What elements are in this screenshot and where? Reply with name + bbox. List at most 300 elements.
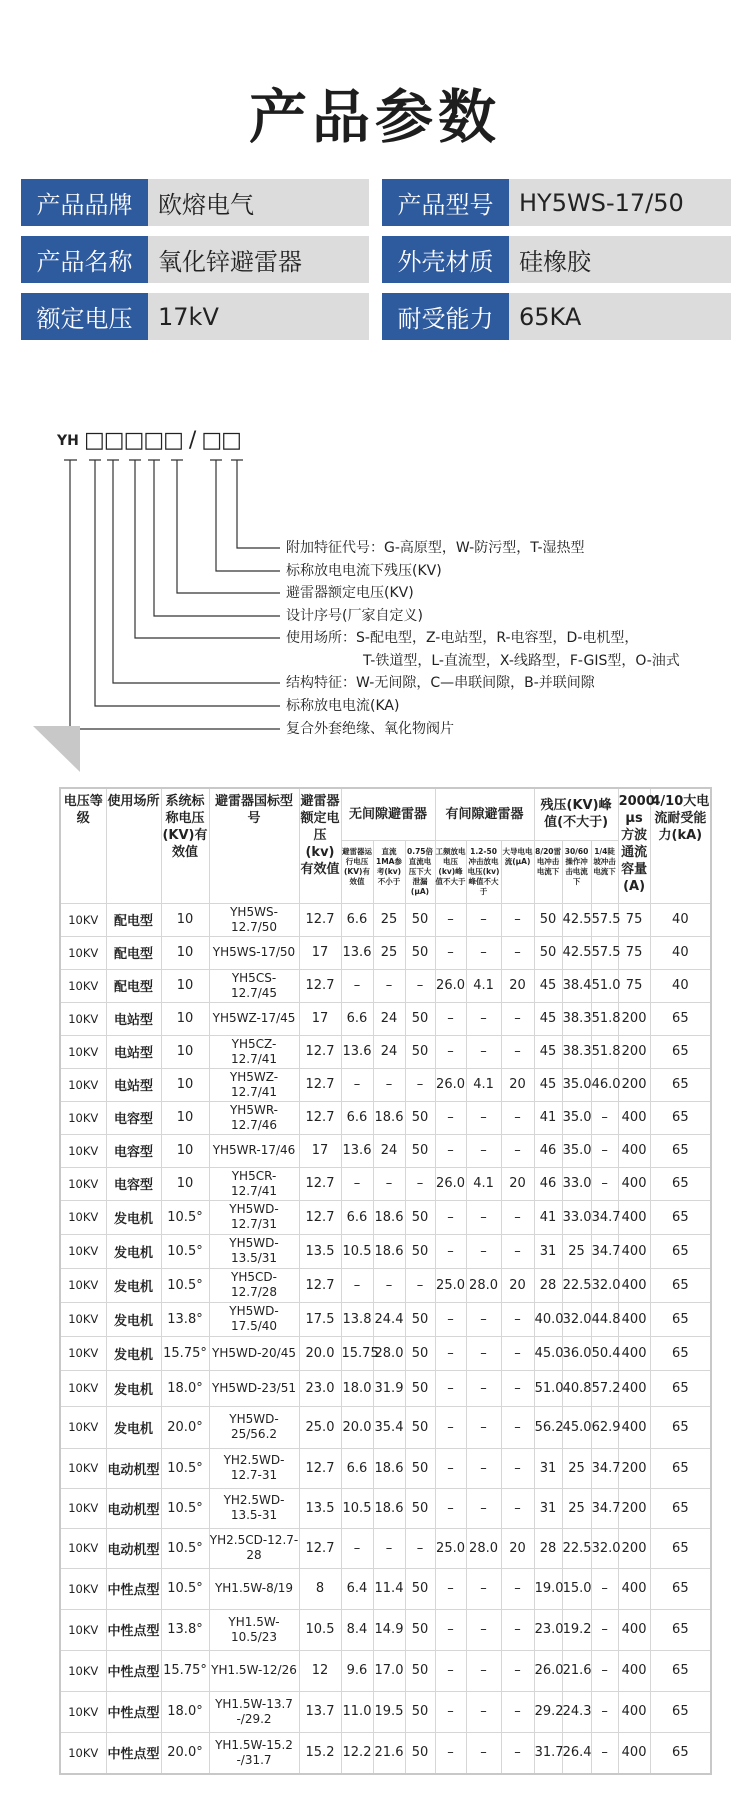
table-cell: YH5CR-12.7/41: [209, 1167, 299, 1200]
table-row: [60, 1732, 711, 1774]
table-cell: 6.4: [341, 1568, 373, 1609]
table-cell: 65: [650, 1134, 711, 1167]
table-cell: 12.7: [299, 1101, 341, 1134]
table-cell: 12.7: [299, 1528, 341, 1568]
table-cell: 10KV: [60, 1370, 106, 1406]
table-cell: 65: [650, 1002, 711, 1035]
table-cell: –: [373, 969, 405, 1002]
table-cell: –: [591, 1609, 618, 1650]
table-cell: 17.0: [373, 1650, 405, 1691]
table-cell: 34.7: [591, 1234, 618, 1268]
table-cell: 11.4: [373, 1568, 405, 1609]
table-cell: 65: [650, 1035, 711, 1068]
table-cell: 65: [650, 1691, 711, 1732]
table-cell: 400: [618, 1650, 650, 1691]
table-cell: 50: [405, 1302, 435, 1336]
table-cell: –: [435, 1134, 466, 1167]
table-cell: 50: [534, 903, 562, 936]
table-cell: –: [435, 1448, 466, 1488]
table-cell: –: [501, 1650, 534, 1691]
table-cell: 36.0: [562, 1336, 591, 1370]
table-cell: 10KV: [60, 1167, 106, 1200]
table-cell: YH5WS-17/50: [209, 936, 299, 969]
table-cell: 32.0: [591, 1528, 618, 1568]
table-cell: 45.0: [534, 1336, 562, 1370]
table-cell: 50: [405, 1134, 435, 1167]
table-cell: YH2.5WD-12.7-31: [209, 1448, 299, 1488]
table-cell: 20: [501, 969, 534, 1002]
table-cell: 28.0: [466, 1268, 501, 1302]
table-cell: –: [435, 936, 466, 969]
table-cell: –: [591, 1167, 618, 1200]
table-cell: –: [466, 1568, 501, 1609]
subheader: 1/4陡坡冲击电流下: [591, 840, 618, 903]
table-cell: 35.0: [562, 1134, 591, 1167]
table-cell: 75: [618, 969, 650, 1002]
table-row: [60, 1488, 711, 1528]
table-cell: –: [591, 1691, 618, 1732]
table-cell: 65: [650, 1302, 711, 1336]
table-cell: 65: [650, 1336, 711, 1370]
model-code-boxes: □□□□□ / □□: [84, 428, 241, 453]
corner-triangle: [33, 726, 80, 772]
table-row: [60, 1167, 711, 1200]
table-cell: 15.75°: [161, 1336, 209, 1370]
table-cell: 51.8: [591, 1002, 618, 1035]
table-row: [60, 1650, 711, 1691]
header-usage: 使用场所: [106, 788, 161, 903]
table-cell: 50: [405, 1200, 435, 1234]
subheader: 直流1MA参考(kv)不小于: [373, 840, 405, 903]
table-cell: –: [405, 1528, 435, 1568]
table-cell: 57.2: [591, 1370, 618, 1406]
table-cell: 40: [650, 936, 711, 969]
table-cell: YH5WD-20/45: [209, 1336, 299, 1370]
table-cell: YH5WZ-12.7/41: [209, 1068, 299, 1101]
table-cell: 8.4: [341, 1609, 373, 1650]
table-cell: 400: [618, 1406, 650, 1448]
table-cell: 9.6: [341, 1650, 373, 1691]
table-cell: –: [466, 1448, 501, 1488]
table-cell: 电站型: [106, 1002, 161, 1035]
table-cell: 65: [650, 1650, 711, 1691]
table-cell: 14.9: [373, 1609, 405, 1650]
table-cell: –: [466, 1406, 501, 1448]
table-cell: 31: [534, 1448, 562, 1488]
table-cell: 400: [618, 1302, 650, 1336]
table-cell: 12.2: [341, 1732, 373, 1774]
table-cell: –: [501, 1568, 534, 1609]
table-cell: 20: [501, 1268, 534, 1302]
table-cell: 45: [534, 1002, 562, 1035]
table-cell: 65: [650, 1268, 711, 1302]
table-cell: 10: [161, 1167, 209, 1200]
table-cell: 12.7: [299, 969, 341, 1002]
table-cell: 10KV: [60, 1336, 106, 1370]
table-cell: 发电机: [106, 1234, 161, 1268]
table-cell: YH1.5W-10.5/23: [209, 1609, 299, 1650]
table-cell: 20: [501, 1528, 534, 1568]
table-cell: 发电机: [106, 1406, 161, 1448]
table-cell: –: [435, 1302, 466, 1336]
table-cell: 50: [405, 1035, 435, 1068]
table-cell: –: [501, 1732, 534, 1774]
table-row: [60, 1568, 711, 1609]
table-row: [60, 1691, 711, 1732]
table-cell: –: [405, 1167, 435, 1200]
table-cell: –: [501, 1302, 534, 1336]
table-cell: 发电机: [106, 1336, 161, 1370]
info-value: 17kV: [148, 293, 369, 340]
table-cell: 电站型: [106, 1035, 161, 1068]
table-cell: 400: [618, 1101, 650, 1134]
table-cell: 19.5: [373, 1691, 405, 1732]
table-cell: 33.0: [562, 1167, 591, 1200]
table-cell: 18.0: [341, 1370, 373, 1406]
table-cell: –: [466, 1609, 501, 1650]
model-code-diagram: [0, 0, 750, 790]
subheader: 0.75倍直流电压下大泄漏(μA): [405, 840, 435, 903]
diagram-label: 附加特征代号：G-高原型，W-防污型，T-湿热型: [286, 540, 585, 556]
table-cell: –: [501, 1406, 534, 1448]
table-cell: 电容型: [106, 1134, 161, 1167]
table-cell: 400: [618, 1568, 650, 1609]
table-cell: 20: [501, 1167, 534, 1200]
table-cell: 31.7: [534, 1732, 562, 1774]
table-cell: –: [466, 1691, 501, 1732]
table-cell: 13.6: [341, 1134, 373, 1167]
table-cell: 13.6: [341, 936, 373, 969]
table-cell: 42.5: [562, 903, 591, 936]
table-cell: –: [435, 1336, 466, 1370]
table-cell: 中性点型: [106, 1732, 161, 1774]
table-cell: 12.7: [299, 1167, 341, 1200]
table-cell: 200: [618, 1448, 650, 1488]
table-cell: 18.6: [373, 1234, 405, 1268]
table-cell: 10KV: [60, 1691, 106, 1732]
table-cell: 10.5°: [161, 1488, 209, 1528]
table-body: [60, 903, 711, 1774]
table-cell: 34.7: [591, 1200, 618, 1234]
table-cell: –: [501, 1101, 534, 1134]
table-cell: –: [466, 1650, 501, 1691]
table-cell: 25: [373, 903, 405, 936]
table-cell: –: [405, 1068, 435, 1101]
table-cell: 13.8: [341, 1302, 373, 1336]
table-cell: 18.6: [373, 1488, 405, 1528]
table-cell: –: [341, 1268, 373, 1302]
table-cell: YH5WD-12.7/31: [209, 1200, 299, 1234]
model-prefix: YH: [57, 433, 79, 449]
table-cell: 26.0: [435, 1068, 466, 1101]
diagram-label: 复合外套绝缘、氧化物阀片: [286, 721, 454, 737]
table-cell: 22.5: [562, 1268, 591, 1302]
diagram-label: 使用场所：S-配电型，Z-电站型，R-电容型，D-电机型，: [286, 630, 639, 646]
table-cell: 19.2: [562, 1609, 591, 1650]
table-cell: –: [341, 1167, 373, 1200]
table-cell: 10: [161, 1101, 209, 1134]
table-cell: 6.6: [341, 1448, 373, 1488]
table-cell: 400: [618, 1732, 650, 1774]
leader-lines: [64, 460, 280, 729]
table-row: [60, 1370, 711, 1406]
table-cell: 13.8°: [161, 1609, 209, 1650]
table-cell: –: [466, 1370, 501, 1406]
table-cell: 400: [618, 1609, 650, 1650]
table-cell: –: [435, 1691, 466, 1732]
table-cell: 26.0: [435, 969, 466, 1002]
table-cell: 11.0: [341, 1691, 373, 1732]
table-cell: 75: [618, 903, 650, 936]
info-label: 产品型号: [382, 179, 509, 226]
table-cell: 10.5°: [161, 1234, 209, 1268]
table-cell: 26.0: [435, 1167, 466, 1200]
table-cell: 38.4: [562, 969, 591, 1002]
table-cell: 65: [650, 1200, 711, 1234]
table-cell: 400: [618, 1134, 650, 1167]
table-cell: 38.3: [562, 1002, 591, 1035]
header-gapless: 无间隙避雷器: [341, 788, 435, 840]
table-cell: 10: [161, 1002, 209, 1035]
table-row: [60, 1134, 711, 1167]
table-cell: 10.5: [341, 1488, 373, 1528]
table-cell: –: [501, 903, 534, 936]
table-row: [60, 1101, 711, 1134]
table-cell: 10KV: [60, 1200, 106, 1234]
table-cell: 50: [405, 1406, 435, 1448]
table-cell: 51.0: [591, 969, 618, 1002]
table-row: [60, 1234, 711, 1268]
table-cell: 配电型: [106, 903, 161, 936]
table-cell: –: [341, 1528, 373, 1568]
table-cell: 20.0°: [161, 1406, 209, 1448]
table-cell: –: [435, 1488, 466, 1528]
table-cell: –: [435, 1650, 466, 1691]
table-cell: 41: [534, 1200, 562, 1234]
table-cell: –: [466, 1200, 501, 1234]
table-cell: 34.7: [591, 1448, 618, 1488]
table-cell: 10.5°: [161, 1528, 209, 1568]
table-cell: 65: [650, 1568, 711, 1609]
diagram-label: 设计序号(厂家自定义): [286, 608, 423, 624]
table-cell: 10KV: [60, 1650, 106, 1691]
table-row: [60, 1302, 711, 1336]
table-cell: 10KV: [60, 1134, 106, 1167]
table-cell: 发电机: [106, 1302, 161, 1336]
subheader: 工频放电电压(kv)峰值不大于: [435, 840, 466, 903]
table-cell: YH1.5W-15.2 -/31.7: [209, 1732, 299, 1774]
table-cell: 50: [405, 903, 435, 936]
table-cell: 40.8: [562, 1370, 591, 1406]
parameter-table: [59, 787, 712, 1775]
table-cell: 200: [618, 1488, 650, 1528]
table-cell: 24: [373, 1002, 405, 1035]
table-cell: –: [435, 1234, 466, 1268]
subheader: 避雷器运行电压(KV)有效值: [341, 840, 373, 903]
table-cell: 400: [618, 1370, 650, 1406]
table-cell: 12.7: [299, 903, 341, 936]
table-cell: –: [466, 903, 501, 936]
table-cell: 电容型: [106, 1167, 161, 1200]
table-cell: –: [435, 1609, 466, 1650]
table-cell: 10KV: [60, 1302, 106, 1336]
table-cell: 17: [299, 936, 341, 969]
table-row: [60, 1068, 711, 1101]
table-cell: 65: [650, 1448, 711, 1488]
table-cell: 65: [650, 1609, 711, 1650]
table-cell: 34.7: [591, 1488, 618, 1528]
table-cell: –: [501, 1691, 534, 1732]
table-cell: 10: [161, 1035, 209, 1068]
table-cell: 15.75: [341, 1336, 373, 1370]
table-cell: 10.5: [299, 1609, 341, 1650]
table-cell: –: [501, 1200, 534, 1234]
table-cell: 400: [618, 1336, 650, 1370]
table-cell: 电动机型: [106, 1488, 161, 1528]
info-value: 硅橡胶: [509, 236, 731, 283]
table-cell: 29.2: [534, 1691, 562, 1732]
table-cell: 12.7: [299, 1268, 341, 1302]
table-cell: 31: [534, 1234, 562, 1268]
table-cell: 50: [405, 1448, 435, 1488]
table-cell: –: [466, 1134, 501, 1167]
table-cell: –: [466, 1336, 501, 1370]
table-cell: 15.0: [562, 1568, 591, 1609]
table-cell: 中性点型: [106, 1568, 161, 1609]
table-cell: YH5WD-23/51: [209, 1370, 299, 1406]
table-cell: 45.0: [562, 1406, 591, 1448]
header-gapped: 有间隙避雷器: [435, 788, 534, 840]
subheader: 1.2-50冲击放电电压(kv)峰值不大于: [466, 840, 501, 903]
table-cell: 46.0: [591, 1068, 618, 1101]
table-cell: 40: [650, 903, 711, 936]
diagram-label: 避雷器额定电压(KV): [286, 585, 414, 601]
table-cell: 6.6: [341, 1002, 373, 1035]
diagram-label: 标称放电电流(KA): [286, 698, 400, 714]
table-cell: 57.5: [591, 936, 618, 969]
table-cell: 10KV: [60, 1732, 106, 1774]
table-cell: 4.1: [466, 969, 501, 1002]
table-cell: YH5WR-17/46: [209, 1134, 299, 1167]
table-cell: 13.7: [299, 1691, 341, 1732]
table-row: [60, 1200, 711, 1234]
table-cell: –: [435, 1406, 466, 1448]
table-cell: 24: [373, 1035, 405, 1068]
table-cell: –: [591, 1134, 618, 1167]
table-cell: 44.8: [591, 1302, 618, 1336]
table-cell: 12: [299, 1650, 341, 1691]
table-cell: –: [373, 1167, 405, 1200]
table-cell: 10KV: [60, 1002, 106, 1035]
header-residual: 残压(KV)峰值(不大于): [534, 788, 618, 840]
table-cell: 65: [650, 1068, 711, 1101]
table-cell: 10KV: [60, 936, 106, 969]
table-row: [60, 1609, 711, 1650]
table-cell: 200: [618, 1068, 650, 1101]
table-cell: 28.0: [466, 1528, 501, 1568]
table-cell: 50: [405, 936, 435, 969]
table-cell: 10KV: [60, 1035, 106, 1068]
table-cell: 28: [534, 1528, 562, 1568]
table-cell: –: [466, 1234, 501, 1268]
table-cell: 35.4: [373, 1406, 405, 1448]
table-cell: 10: [161, 936, 209, 969]
table-cell: 18.6: [373, 1200, 405, 1234]
table-cell: –: [591, 1101, 618, 1134]
table-cell: 21.6: [373, 1732, 405, 1774]
table-cell: 33.0: [562, 1200, 591, 1234]
table-cell: 25: [373, 936, 405, 969]
table-cell: 发电机: [106, 1200, 161, 1234]
table-cell: –: [466, 1732, 501, 1774]
table-cell: 32.0: [591, 1268, 618, 1302]
table-cell: –: [435, 903, 466, 936]
table-cell: –: [466, 1101, 501, 1134]
table-cell: 发电机: [106, 1268, 161, 1302]
table-cell: 50: [405, 1370, 435, 1406]
table-cell: 6.6: [341, 1101, 373, 1134]
table-cell: –: [466, 1488, 501, 1528]
table-cell: 45: [534, 1068, 562, 1101]
table-cell: 65: [650, 1488, 711, 1528]
table-cell: 10KV: [60, 903, 106, 936]
table-cell: 31: [534, 1488, 562, 1528]
table-cell: 57.5: [591, 903, 618, 936]
table-cell: 电站型: [106, 1068, 161, 1101]
table-cell: 10KV: [60, 1609, 106, 1650]
header-high-current: 4/10大电流耐受能力(kA): [650, 788, 711, 903]
table-row: [60, 1528, 711, 1568]
table-cell: 65: [650, 1234, 711, 1268]
table-cell: 18.6: [373, 1101, 405, 1134]
table-cell: 50: [405, 1732, 435, 1774]
info-label: 产品品牌: [21, 179, 148, 226]
table-cell: YH1.5W-8/19: [209, 1568, 299, 1609]
header-model: 避雷器国标型号: [209, 788, 299, 903]
table-cell: –: [591, 1650, 618, 1691]
table-cell: –: [501, 1448, 534, 1488]
table-cell: 13.8°: [161, 1302, 209, 1336]
info-value: HY5WS-17/50: [509, 179, 731, 226]
table-cell: 400: [618, 1200, 650, 1234]
table-cell: 400: [618, 1691, 650, 1732]
table-cell: YH5CZ-12.7/41: [209, 1035, 299, 1068]
table-cell: –: [466, 1002, 501, 1035]
table-cell: 17: [299, 1002, 341, 1035]
table-cell: 50.4: [591, 1336, 618, 1370]
table-cell: YH5CS-12.7/45: [209, 969, 299, 1002]
table-cell: –: [435, 1035, 466, 1068]
table-cell: 10KV: [60, 1268, 106, 1302]
table-cell: 65: [650, 1732, 711, 1774]
table-cell: 50: [405, 1234, 435, 1268]
table-cell: 6.6: [341, 1200, 373, 1234]
table-cell: 12.7: [299, 1200, 341, 1234]
table-cell: 50: [405, 1691, 435, 1732]
header-square-wave: 2000 μs 方波通流容量(A): [618, 788, 650, 903]
table-cell: 50: [405, 1650, 435, 1691]
table-cell: 25.0: [435, 1268, 466, 1302]
table-cell: –: [501, 1609, 534, 1650]
table-cell: 50: [405, 1568, 435, 1609]
table-cell: 23.0: [299, 1370, 341, 1406]
table-cell: 20.0°: [161, 1732, 209, 1774]
table-cell: 8: [299, 1568, 341, 1609]
table-cell: –: [435, 1732, 466, 1774]
table-cell: 28.0: [373, 1336, 405, 1370]
info-label: 产品名称: [21, 236, 148, 283]
table-cell: 20.0: [341, 1406, 373, 1448]
